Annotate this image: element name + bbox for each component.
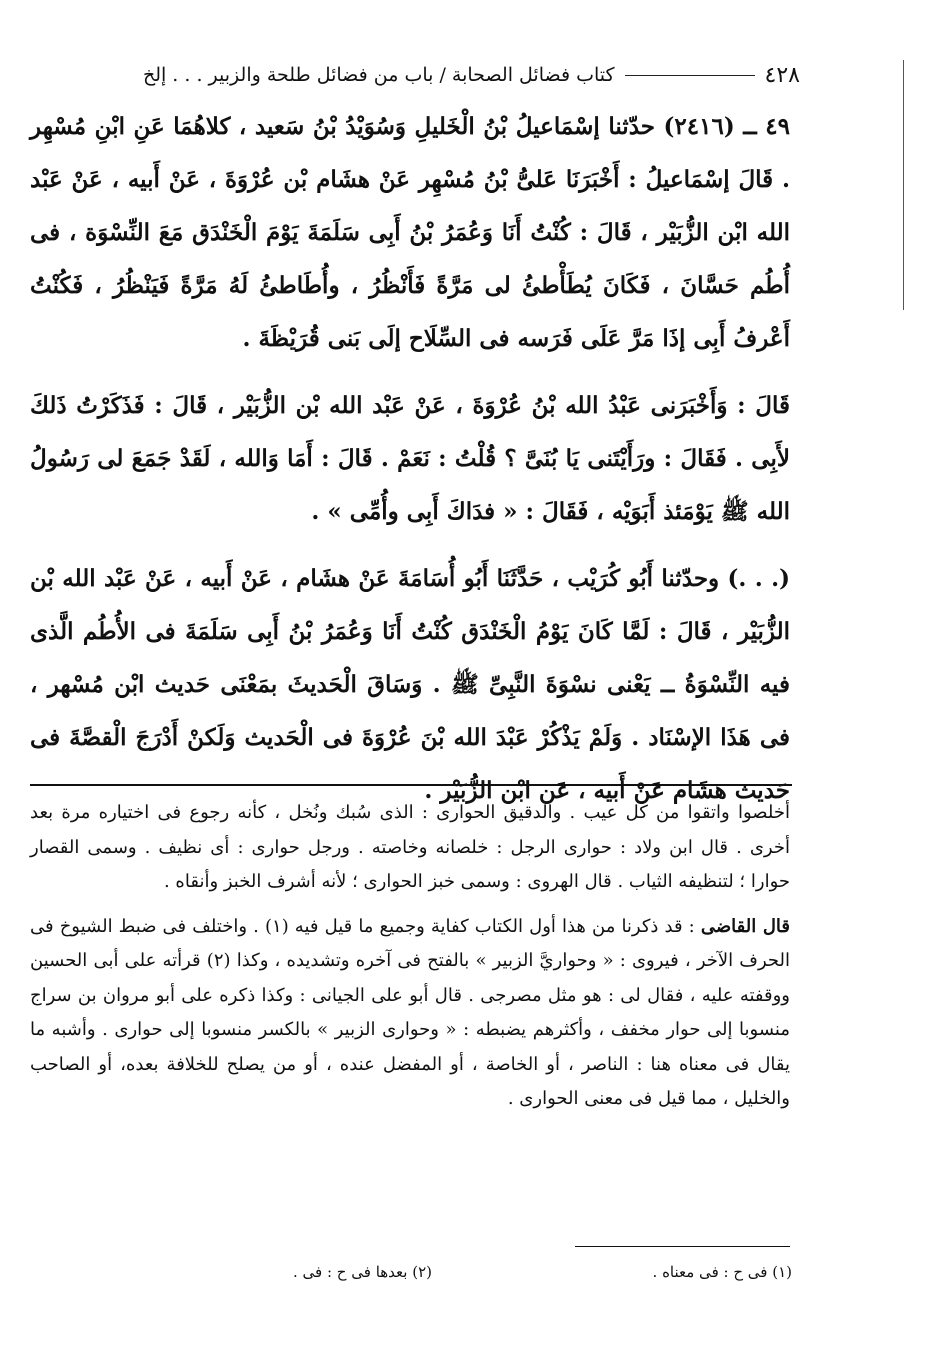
hadith-paragraph: قَالَ : وَأَخْبَرَنى عَبْدُ الله بْنُ عُرْوَةَ ، عَنْ عَبْد الله بْن الزُّبَيْر ، قَالَ : فَذَكَرْتُ ذَلكَ لأَبِى . فَقَالَ : ورَأَيْتَنى يَا بُنَىَّ ؟ قُلْتُ : نَعَمْ . قَالَ : أَمَا وَالله ، لَقَدْ جَمَعَ لى رَسُولُ الله ﷺ يَوْمَئذ أَبَوَيْه ، فَقَالَ : « فدَاكَ أَبِى وأُمِّى » . — [30, 392, 790, 525]
commentary — [30, 796, 790, 1127]
hadith-paragraph: (. . .) وحدّثنا أَبُو كُرَيْب ، حَدَّثَنَا أَبُو أُسَامَةَ عَنْ هشَام ، عَنْ أَبيه ، عَنْ عَبْد الله بْن الزُّبَيْر ، قَالَ : لَمَّا كَانَ يَوْمُ الْخَنْدَق كُنْتُ أَنَا وَعُمَرُ بْنُ أَبِى سَلَمَةَ فى الأُطُم الَّذى فيه النِّسْوَةُ ــ يَعْنى نسْوَةَ النَّبِىِّ ﷺ . وَسَاقَ الْحَديثَ بمَعْنَى حَديث ابْن مُسْهر ، فى هَذَا الإسْنَاد . وَلَمْ يَذْكُرْ عَبْدَ الله بْنَ عُرْوَةَ فى الْحَديث وَلَكنْ أَدْرَجَ الْقصَّةَ فى حَديث هشَام عَنْ أَبيه ، عَن ابْن الزُّبَيْر . — [30, 565, 790, 804]
footnote-rule — [575, 1246, 790, 1247]
footnotes — [30, 1263, 792, 1281]
hadith-paragraph: ٤٩ ــ (٢٤١٦) حدّثنا إسْمَاعيلُ بْنُ الْخَليلِ وَسُوَيْدُ بْنُ سَعيد ، كلاهُمَا عَنِ ابْنِ مُسْهِر . قَالَ إسْمَاعيلُ : أَخْبَرَنَا عَلىُّ بْنُ مُسْهِر عَنْ هشَام بْن عُرْوَةَ ، عَنْ أَبيه ، عَنْ عَبْد الله ابْن الزُّبَيْر ، قَالَ : كُنْتُ أَنَا وَعُمَرُ بْنُ أَبِى سَلَمَةَ يَوْمَ الْخَنْدَق مَعَ النِّسْوَة ، فى أُطُم حَسَّانَ ، فَكَانَ يُطَأْطئُ لى مَرَّةً فَأَنْظُرُ ، وأُطَاطئُ لَهُ مَرَّةً فَيَنْظُرُ ، فَكُنْتُ أَعْرفُ أَبِى إذَا مَرَّ عَلَى فَرَسه فى السِّلَاح إلَى بَنى قُرَيْظَةَ . — [30, 113, 790, 352]
page-number: ٤٢٨ — [764, 62, 800, 88]
commentary-paragraph — [30, 910, 790, 1117]
margin-line — [903, 60, 904, 310]
commentary-text: : قد ذكرنا من هذا أول الكتاب كفاية وجميع ما قيل فيه (١) . واختلف فى ضبط الشيوخ فى الحرف الآخر ، فيروى : « وحواريَّ الزبير » بالفتح فى آخره وتشديده ، وكذا (٢) قرأته على أبى الحسين ووقفته عليه ، فقال لى : هو مثل مصرجى . قال أبو على الجيانى : وكذا ذكره على أبو مروان بن سراج منسوبا إلى حوار مخفف ، وأكثرهم يضبطه : « وحوارى الزبير » بالكسر منسوبا إلى حوارى . وأشبه ما يقال فى معناه هنا : الناصر ، أو الخاصة ، أو المفضل عنده ، أو من يصلح للخلافة بعده، أو الصاحب والخليل ، مما قيل فى معنى الحوارى . — [30, 915, 790, 1109]
footnote-1: (١) فى ح : فى معناه . — [652, 1263, 792, 1281]
header-title: كتاب فضائل الصحابة / باب من فضائل طلحة والزبير . . . إلخ — [142, 64, 615, 86]
running-header — [30, 58, 800, 92]
commentary-paragraph: أخلصوا واتقوا من كل عيب . والدقيق الحوارى : الذى سُبك ونُخل ، كأنه رجوع فى اختياره مرة بعد أخرى . قال ابن ولاد : حوارى الرجل : خلصانه وخاصته . ورجل حوارى : أى نظيف . وسمى القصار حوارا ؛ لتنظيفه الثياب . قال الهروى : وسمى خبز الحوارى ؛ لأنه أشرف الخبز وأنقاه . — [30, 802, 790, 892]
hadith-text — [30, 100, 790, 831]
commentary-separator — [30, 784, 792, 786]
commentary-lead: قال القاضى — [700, 915, 791, 937]
footnote-2: (٢) بعدها فى ح : فى . — [293, 1263, 432, 1281]
header-rule — [625, 75, 755, 76]
